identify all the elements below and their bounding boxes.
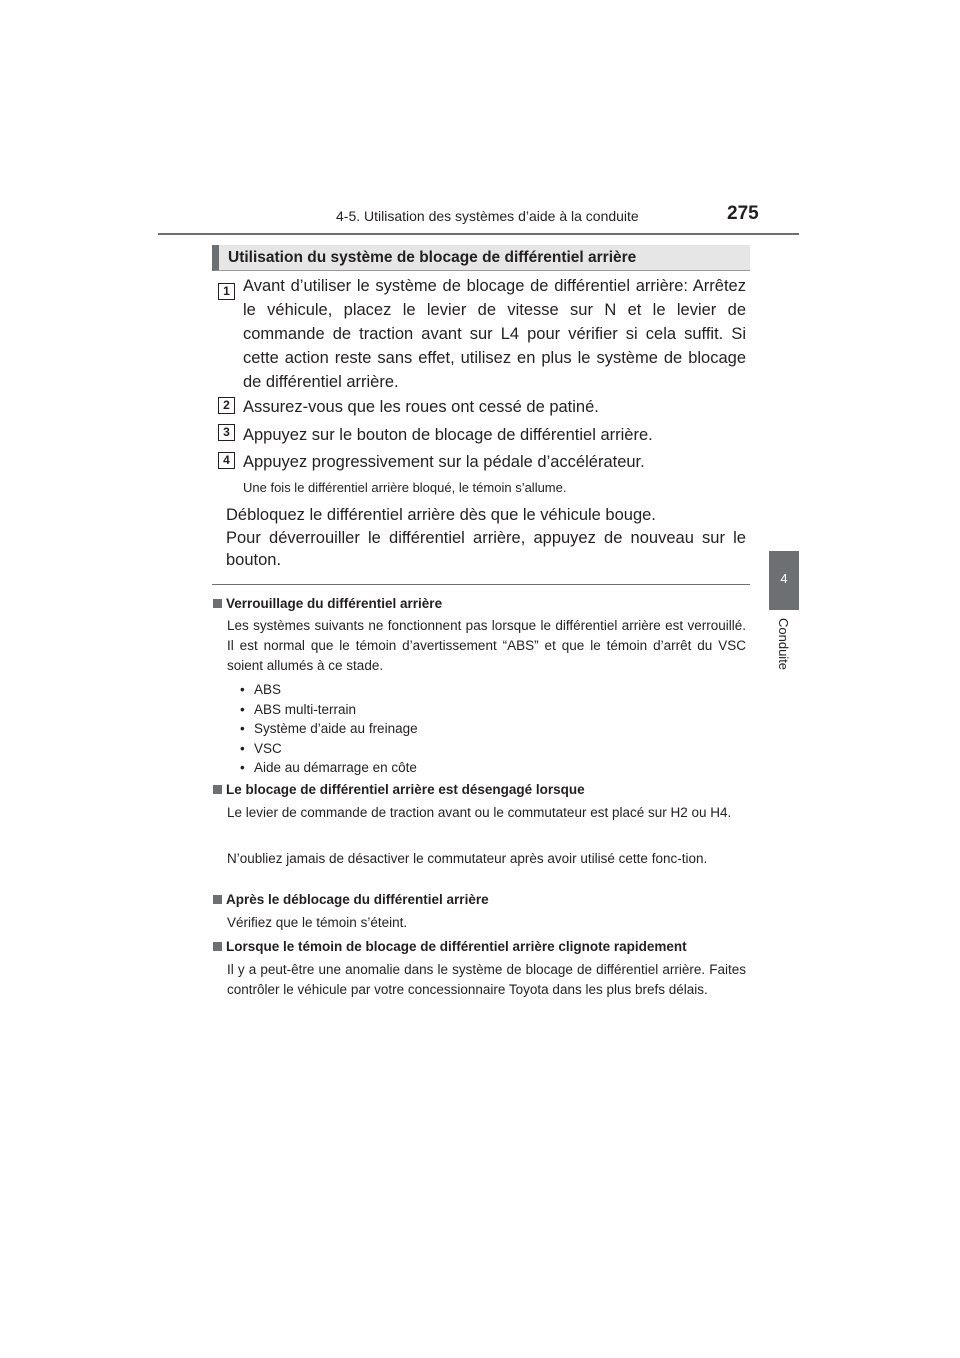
note-1-paragraph: Les systèmes suivants ne fonctionnent pas lorsque le différentiel arrière est verrouillé. Il est normal que le témoin d’avertissement “ABS” et que le témoin d’arrêt du VSC soient allumés à ce stade. [227, 618, 746, 673]
step-number-4: 4 [218, 452, 235, 469]
step-4-note: Une fois le différentiel arrière bloqué, le témoin s’allume. [243, 480, 567, 495]
header-section-title: 4-5. Utilisation des systèmes d’aide à la conduite [336, 208, 639, 224]
note-3-paragraph: Vérifiez que le témoin s’éteint. [227, 915, 408, 930]
section-title: Utilisation du système de blocage de différentiel arrière [228, 249, 637, 266]
body-paragraph-2: Pour déverrouiller le différentiel arrière, appuyez de nouveau sur le bouton. [226, 529, 746, 569]
list-item: • ABS [240, 680, 418, 700]
step-number-1: 1 [218, 283, 235, 300]
square-bullet-icon [213, 785, 222, 794]
note-heading-3: Après le déblocage du différentiel arrière [213, 892, 489, 907]
step-text-1: Avant d’utiliser le système de blocage de différentiel arrière: Arrêtez le véhicule, placez le levier de vitesse sur N et le levier de commande de traction avant sur L4 pour vérifier si cela suffit. Si cette action reste sans effet, utilisez en plus le système de blocage de différentiel arrière. [243, 277, 746, 391]
note-heading-1: Verrouillage du différentiel arrière [213, 596, 442, 611]
header-divider [158, 233, 799, 235]
list-item: • VSC [240, 739, 418, 759]
chapter-label: Conduite [776, 618, 791, 671]
list-item: • Système d’aide au freinage [240, 719, 418, 739]
step-text-3: Appuyez sur le bouton de blocage de différentiel arrière. [243, 426, 653, 444]
note-heading-4: Lorsque le témoin de blocage de différentiel arrière clignote rapidement [213, 939, 687, 954]
body-paragraph-1: Débloquez le différentiel arrière dès que le véhicule bouge. [226, 506, 656, 524]
list-item: • Aide au démarrage en côte [240, 758, 418, 778]
chapter-number: 4 [780, 571, 788, 586]
square-bullet-icon [213, 895, 222, 904]
step-text-4: Appuyez progressivement sur la pédale d’accélérateur. [243, 453, 645, 471]
section-title-bar [212, 245, 750, 271]
chapter-tab [769, 551, 799, 610]
square-bullet-icon [213, 599, 222, 608]
step-number-3: 3 [218, 424, 235, 441]
note-2-paragraph-1: Le levier de commande de traction avant ou le commutateur est placé sur H2 ou H4. [227, 805, 732, 820]
list-item: • ABS multi-terrain [240, 700, 418, 720]
square-bullet-icon [213, 942, 222, 951]
section-divider [212, 584, 750, 585]
system-list [240, 680, 418, 778]
step-text-2: Assurez-vous que les roues ont cessé de patiné. [243, 398, 599, 416]
page-number: 275 [727, 203, 759, 224]
note-2-paragraph-2: N’oubliez jamais de désactiver le commutateur après avoir utilisé cette fonc-tion. [227, 851, 708, 866]
note-4-paragraph: Il y a peut-être une anomalie dans le système de blocage de différentiel arrière. Faites contrôler le véhicule par votre concessionnaire Toyota dans les plus brefs délais. [227, 962, 746, 997]
step-number-2: 2 [218, 397, 235, 414]
note-heading-2: Le blocage de différentiel arrière est désengagé lorsque [213, 782, 585, 797]
